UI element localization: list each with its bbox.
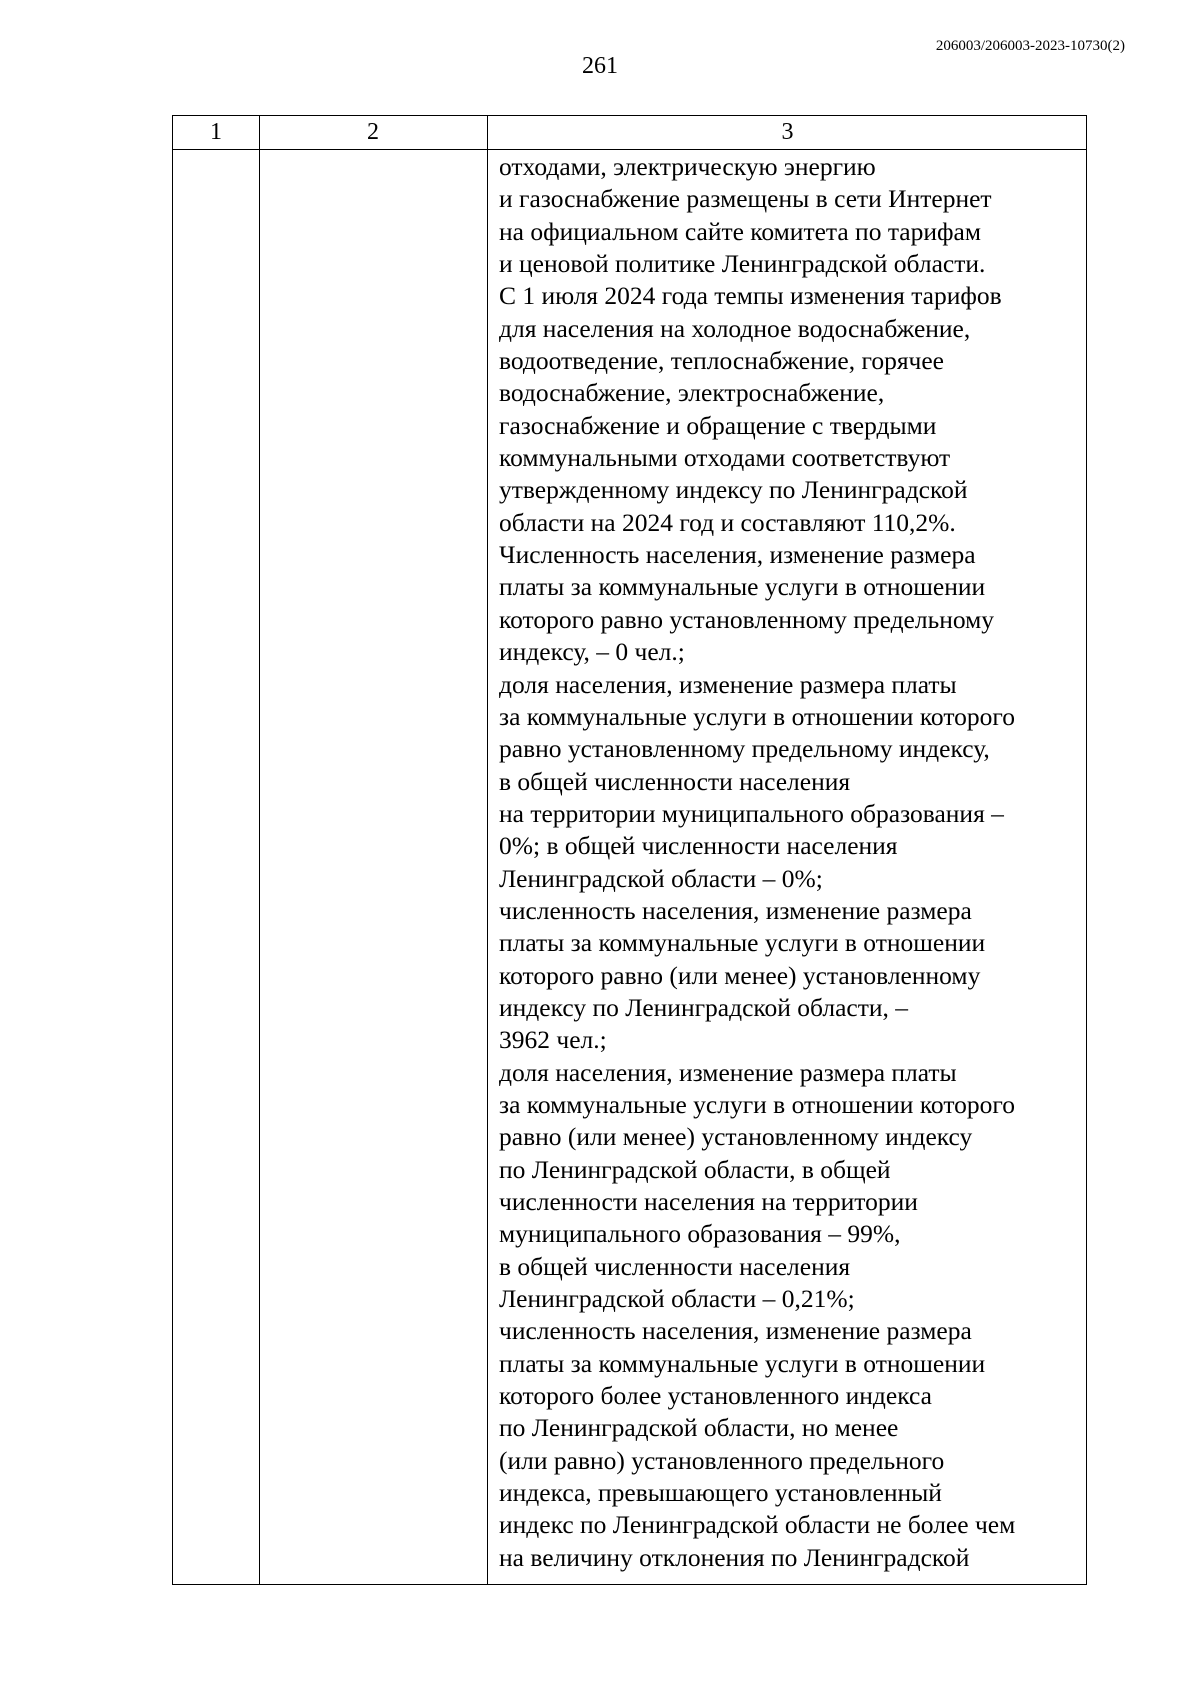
text-line: (или равно) установленного предельного xyxy=(499,1445,945,1475)
table-header-col-2: 2 xyxy=(367,119,379,145)
page-number: 261 xyxy=(582,53,618,79)
text-line: доля населения, изменение размера платы xyxy=(499,1057,957,1087)
text-line: за коммунальные услуги в отношении которого xyxy=(499,1089,1015,1119)
table-header-col-3: 3 xyxy=(781,119,794,145)
text-line: численности населения на территории xyxy=(499,1187,918,1216)
text-line: за коммунальные услуги в отношении которого xyxy=(499,701,1015,731)
text-line: которого равно установленному предельному xyxy=(499,604,995,634)
text-line: по Ленинградской области, в общей xyxy=(499,1154,891,1184)
text-line: водоснабжение, электроснабжение, xyxy=(499,378,885,408)
text-line: индекса, превышающего установленный xyxy=(499,1478,942,1508)
text-line: индексу по Ленинградской области, – xyxy=(499,992,909,1022)
column-divider xyxy=(259,116,260,1584)
text-line: платы за коммунальные услуги в отношении xyxy=(499,928,986,958)
text-line: коммунальными отходами соответствуют xyxy=(499,443,951,473)
text-line: и газоснабжение размещены в сети Интернет xyxy=(499,184,992,214)
document-id: 206003/206003-2023-10730(2) xyxy=(935,38,1125,54)
text-line: отходами, электрическую энергию xyxy=(499,152,876,181)
text-line: равно установленному предельному индексу, xyxy=(499,734,990,764)
text-line: 0%; в общей численности населения xyxy=(499,831,898,861)
text-line: доля населения, изменение размера платы xyxy=(499,669,957,699)
text-line: утвержденному индексу по Ленинградской xyxy=(499,475,968,505)
text-line: которого более установленного индекса xyxy=(499,1381,932,1411)
text-line: С 1 июля 2024 года темпы изменения тарифов xyxy=(499,281,1002,311)
content-table xyxy=(172,115,1087,1585)
text-line: платы за коммунальные услуги в отношении xyxy=(499,572,986,602)
text-line: на величину отклонения по Ленинградской xyxy=(499,1542,970,1572)
text-line: в общей численности населения xyxy=(499,1251,851,1281)
text-line: численность населения, изменение размера xyxy=(499,1316,972,1346)
text-line: для населения на холодное водоснабжение, xyxy=(499,313,971,343)
text-line: платы за коммунальные услуги в отношении xyxy=(499,1348,986,1378)
text-line: численность населения, изменение размера xyxy=(499,895,972,925)
text-line: Ленинградской области – 0%; xyxy=(499,863,823,893)
table-header-col-1: 1 xyxy=(210,119,222,145)
text-line: и ценовой политике Ленинградской области. xyxy=(499,249,986,279)
text-line: на территории муниципального образования – xyxy=(499,798,1004,828)
text-line: водоотведение, теплоснабжение, горячее xyxy=(499,346,945,376)
text-line: в общей численности населения xyxy=(499,766,851,796)
text-line: индексу, – 0 чел.; xyxy=(499,637,685,667)
text-line: по Ленинградской области, но менее xyxy=(499,1413,899,1443)
text-line: Ленинградской области – 0,21%; xyxy=(499,1284,855,1314)
text-line: индекс по Ленинградской области не более чем xyxy=(499,1510,1016,1540)
text-line: которого равно (или менее) установленному xyxy=(499,960,981,990)
text-line: муниципального образования – 99%, xyxy=(499,1219,901,1249)
text-line: на официальном сайте комитета по тарифам xyxy=(499,216,981,246)
header-row-divider xyxy=(173,149,1086,150)
column-3-text xyxy=(499,151,1084,1574)
text-line: равно (или менее) установленному индексу xyxy=(499,1122,973,1152)
text-line: области на 2024 год и составляют 110,2%. xyxy=(499,507,956,537)
text-line: Численность населения, изменение размера xyxy=(499,540,976,570)
text-line: 3962 чел.; xyxy=(499,1025,607,1055)
column-divider xyxy=(487,116,488,1584)
text-line: газоснабжение и обращение с твердыми xyxy=(499,410,937,440)
